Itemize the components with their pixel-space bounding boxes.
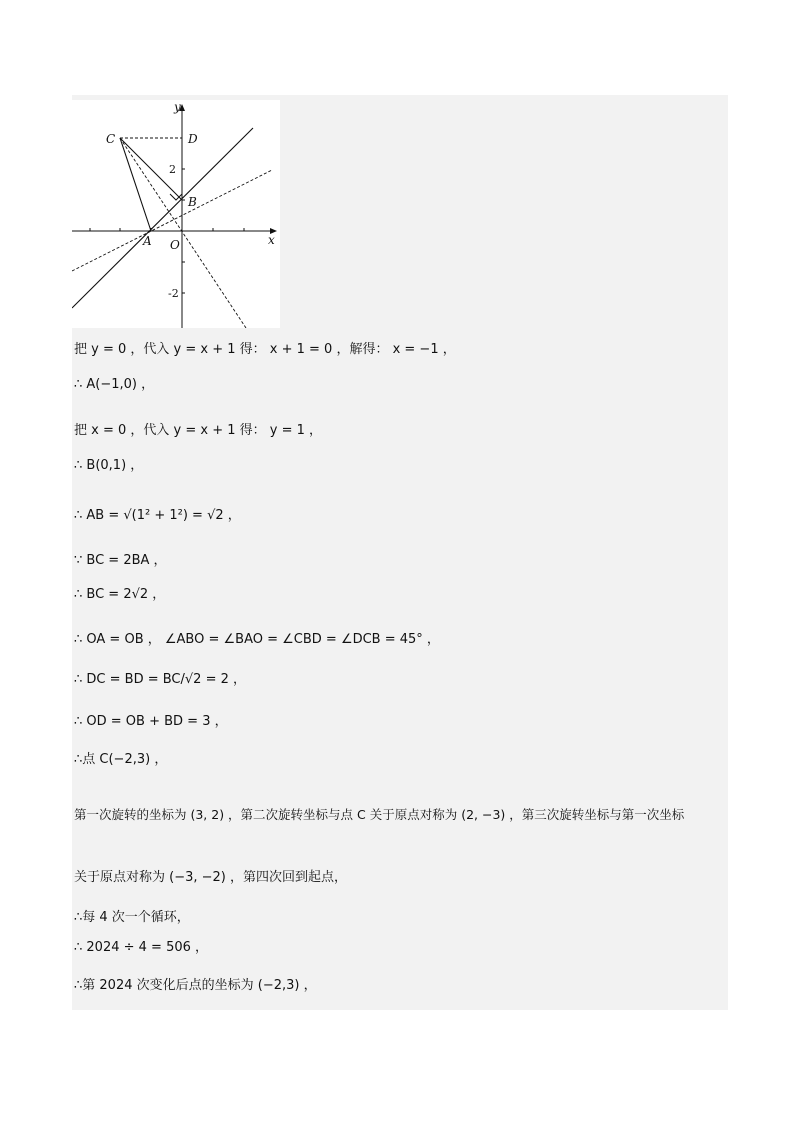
solution-line: 把 y = 0 ，代入 y = x + 1 得： x + 1 = 0 ，解得： x = −1 ， [74, 342, 456, 357]
coordinate-diagram [72, 100, 280, 328]
dashed-line-co [120, 138, 246, 328]
solution-line: 把 x = 0 ，代入 y = x + 1 得： y = 1 ， [74, 423, 323, 438]
solution-line: ∴ AB = √(1² + 1²) = √2 ， [74, 508, 241, 523]
line-y-equals-x-plus-1 [72, 128, 253, 308]
tick-label-neg2: -2 [168, 287, 179, 300]
solution-line: ∴ A(−1,0) ， [74, 377, 155, 392]
solution-line: ∴ OD = OB + BD = 3 ， [74, 714, 228, 729]
solution-line: 关于原点对称为 (−3, −2) ，第四次回到起点， [74, 870, 348, 885]
solution-line: ∴第 2024 次变化后点的坐标为 (−2,3) ， [74, 978, 317, 993]
solution-line: ∴ OA = OB ， ∠ABO = ∠BAO = ∠CBD = ∠DCB = 45° ， [74, 632, 440, 647]
point-d-label: D [188, 132, 198, 146]
coordinate-figure [72, 100, 280, 328]
origin-label: O [170, 238, 180, 252]
solution-line: ∴点 C(−2,3) ， [74, 752, 168, 767]
solution-line: ∴ DC = BD = BC/√2 = 2 ， [74, 672, 246, 687]
point-b-label: B [188, 195, 197, 209]
right-angle-mark [170, 194, 182, 200]
point-a-label: A [143, 234, 152, 248]
dashed-line-through-origin [72, 170, 272, 271]
solution-line: 第一次旋转的坐标为 (3, 2) ，第二次旋转坐标与点 C 关于原点对称为 (2, −3) ，第三次旋转坐标与第一次坐标 [74, 807, 685, 822]
x-axis-label: x [268, 233, 275, 247]
solution-line: ∴ 2024 ÷ 4 = 506 ， [74, 940, 209, 955]
solution-line: ∵ BC = 2BA ， [74, 553, 167, 568]
segment-ca [120, 138, 151, 231]
solution-line: ∴每 4 次一个循环， [74, 910, 190, 925]
solution-line: ∴ BC = 2√2 ， [74, 587, 166, 602]
solution-line: ∴ B(0,1) ， [74, 458, 144, 473]
y-axis-label: y [174, 100, 181, 114]
point-c-label: C [106, 132, 116, 146]
tick-label-2: 2 [169, 163, 176, 176]
